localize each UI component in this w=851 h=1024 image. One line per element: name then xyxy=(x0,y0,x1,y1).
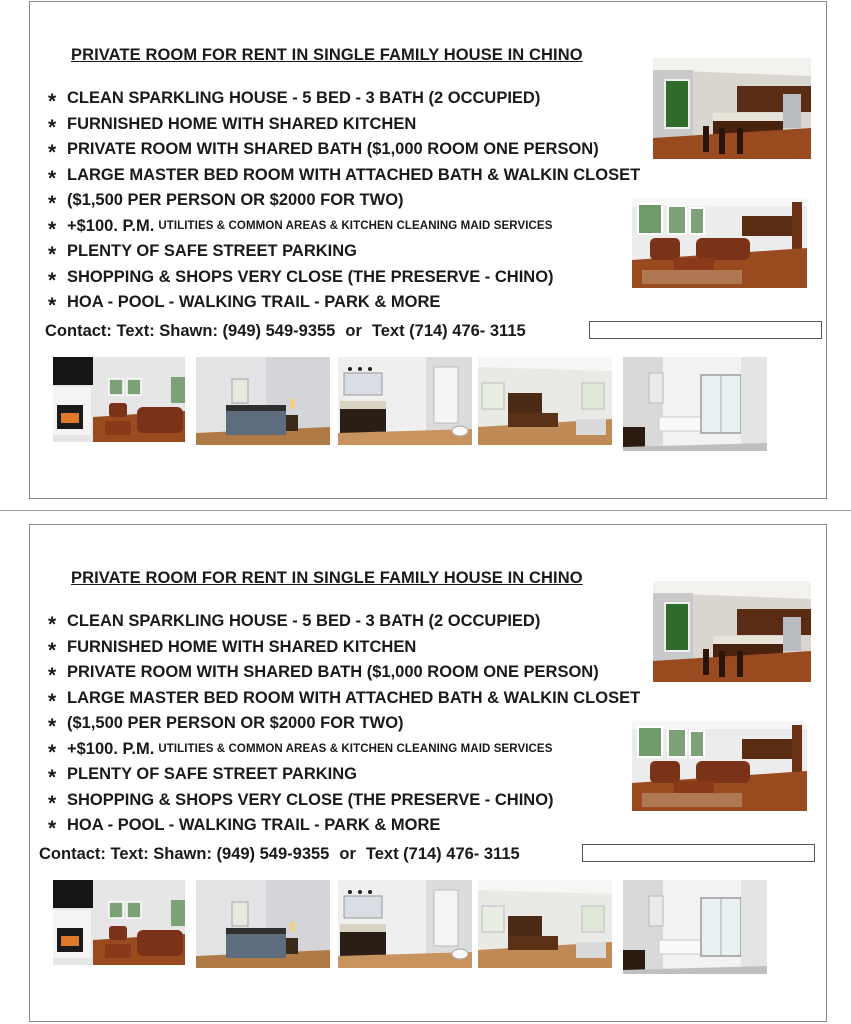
asterisk-icon: * xyxy=(48,115,57,139)
asterisk-icon: * xyxy=(48,90,57,114)
asterisk-icon: * xyxy=(48,166,57,190)
feature-note: UTILITIES & COMMON AREAS & KITCHEN CLEANING MAID SERVICES xyxy=(158,220,553,233)
asterisk-icon: * xyxy=(48,141,57,165)
living-room-photo xyxy=(632,721,807,811)
kitchen-photo xyxy=(653,581,811,682)
asterisk-icon: * xyxy=(48,689,57,713)
family-room-photo xyxy=(53,880,185,965)
blank-field-box xyxy=(589,321,822,339)
contact-line: Contact: Text: Shawn: (949) 549-9355 or Text (714) 476- 3115 xyxy=(45,322,526,340)
family-room-photo xyxy=(53,357,185,442)
flyer-title: PRIVATE ROOM FOR RENT IN SINGLE FAMILY HOUSE IN CHINO xyxy=(71,46,583,64)
asterisk-icon: * xyxy=(48,613,57,637)
asterisk-icon: * xyxy=(48,294,57,318)
feature-item: * PRIVATE ROOM WITH SHARED BATH ($1,000 ROOM ONE PERSON) xyxy=(48,663,599,688)
feature-item: * SHOPPING & SHOPS VERY CLOSE (THE PRESERVE - CHINO) xyxy=(48,267,554,292)
master-bedroom-photo xyxy=(478,880,612,968)
asterisk-icon: * xyxy=(48,243,57,267)
asterisk-icon: * xyxy=(48,192,57,216)
feature-item: * LARGE MASTER BED ROOM WITH ATTACHED BATH & WALKIN CLOSET xyxy=(48,688,641,713)
asterisk-icon: * xyxy=(48,217,57,241)
feature-item: * ($1,500 PER PERSON OR $2000 FOR TWO) xyxy=(48,191,404,216)
bathroom-vanity-photo xyxy=(338,880,472,968)
rental-flyer-top xyxy=(29,1,827,499)
master-bedroom-photo xyxy=(478,357,612,445)
bathroom-vanity-photo xyxy=(338,357,472,445)
asterisk-icon: * xyxy=(48,715,57,739)
master-bath-photo xyxy=(623,880,767,974)
feature-item: * PLENTY OF SAFE STREET PARKING xyxy=(48,242,357,267)
feature-item: * PLENTY OF SAFE STREET PARKING xyxy=(48,765,357,790)
feature-item: * HOA - POOL - WALKING TRAIL - PARK & MORE xyxy=(48,816,441,841)
feature-item: * CLEAN SPARKLING HOUSE - 5 BED - 3 BATH (2 OCCUPIED) xyxy=(48,612,541,637)
feature-item: * PRIVATE ROOM WITH SHARED BATH ($1,000 ROOM ONE PERSON) xyxy=(48,140,599,165)
asterisk-icon: * xyxy=(48,638,57,662)
feature-item: * FURNISHED HOME WITH SHARED KITCHEN xyxy=(48,637,417,662)
bedroom-photo xyxy=(196,357,330,445)
feature-list xyxy=(48,609,640,839)
feature-note: UTILITIES & COMMON AREAS & KITCHEN CLEANING MAID SERVICES xyxy=(158,743,553,756)
feature-item: * ($1,500 PER PERSON OR $2000 FOR TWO) xyxy=(48,714,404,739)
asterisk-icon: * xyxy=(48,664,57,688)
flyer-title: PRIVATE ROOM FOR RENT IN SINGLE FAMILY HOUSE IN CHINO xyxy=(71,569,583,587)
blank-field-box xyxy=(582,844,815,862)
rental-flyer-bottom xyxy=(29,524,827,1022)
feature-item: * +$100. P.M. UTILITIES & COMMON AREAS & KITCHEN CLEANING MAID SERVICES xyxy=(48,216,553,241)
feature-item: * SHOPPING & SHOPS VERY CLOSE (THE PRESERVE - CHINO) xyxy=(48,790,554,815)
asterisk-icon: * xyxy=(48,791,57,815)
master-bath-photo xyxy=(623,357,767,451)
kitchen-photo xyxy=(653,58,811,159)
asterisk-icon: * xyxy=(48,817,57,841)
feature-item: * HOA - POOL - WALKING TRAIL - PARK & MORE xyxy=(48,293,441,318)
asterisk-icon: * xyxy=(48,268,57,292)
asterisk-icon: * xyxy=(48,766,57,790)
feature-list xyxy=(48,86,640,316)
asterisk-icon: * xyxy=(48,740,57,764)
cut-line-divider xyxy=(0,510,851,511)
contact-line: Contact: Text: Shawn: (949) 549-9355 or Text (714) 476- 3115 xyxy=(39,845,520,863)
feature-item: * CLEAN SPARKLING HOUSE - 5 BED - 3 BATH (2 OCCUPIED) xyxy=(48,89,541,114)
living-room-photo xyxy=(632,198,807,288)
feature-item: * +$100. P.M. UTILITIES & COMMON AREAS & KITCHEN CLEANING MAID SERVICES xyxy=(48,739,553,764)
bedroom-photo xyxy=(196,880,330,968)
feature-item: * LARGE MASTER BED ROOM WITH ATTACHED BATH & WALKIN CLOSET xyxy=(48,165,641,190)
feature-item: * FURNISHED HOME WITH SHARED KITCHEN xyxy=(48,114,417,139)
